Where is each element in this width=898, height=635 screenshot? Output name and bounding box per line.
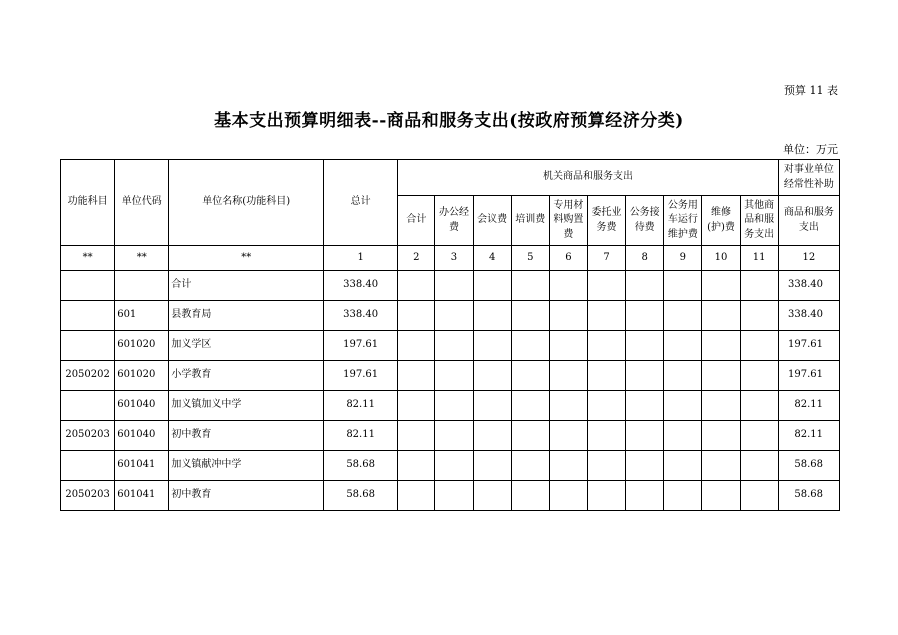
empty-cell <box>740 271 778 301</box>
header-org-col: 合计 <box>398 196 435 246</box>
subsidy-cell: 338.40 <box>778 271 839 301</box>
empty-cell <box>511 361 549 391</box>
empty-cell <box>740 361 778 391</box>
func-code-cell <box>61 271 115 301</box>
empty-cell <box>473 391 511 421</box>
total-cell: 58.68 <box>324 481 398 511</box>
unit-name-cell: 县教育局 <box>169 301 324 331</box>
empty-cell <box>626 421 664 451</box>
empty-cell <box>435 391 473 421</box>
unit-label: 单位：万元 <box>783 143 838 156</box>
func-code-cell <box>61 451 115 481</box>
func-code-cell: 2050203 <box>61 481 115 511</box>
index-cell: ** <box>61 246 115 271</box>
unit-code-cell: 601 <box>115 301 169 331</box>
empty-cell <box>587 271 625 301</box>
unit-code-cell: 601040 <box>115 421 169 451</box>
total-cell: 197.61 <box>324 331 398 361</box>
empty-cell <box>549 301 587 331</box>
empty-cell <box>473 331 511 361</box>
subsidy-cell: 197.61 <box>778 361 839 391</box>
empty-cell <box>664 421 702 451</box>
index-cell: 7 <box>587 246 625 271</box>
unit-name-cell: 加义学区 <box>169 331 324 361</box>
empty-cell <box>473 481 511 511</box>
budget-table <box>60 159 840 511</box>
index-cell: ** <box>169 246 324 271</box>
index-cell: 1 <box>324 246 398 271</box>
empty-cell <box>587 331 625 361</box>
empty-cell <box>511 391 549 421</box>
empty-cell <box>740 391 778 421</box>
empty-cell <box>435 361 473 391</box>
empty-cell <box>702 481 740 511</box>
unit-code-cell: 601041 <box>115 481 169 511</box>
empty-cell <box>549 361 587 391</box>
table-row <box>61 481 840 511</box>
empty-cell <box>398 361 435 391</box>
total-cell: 338.40 <box>324 271 398 301</box>
empty-cell <box>664 331 702 361</box>
header-subsidy-group: 对事业单位经常性补助 <box>778 160 839 196</box>
func-code-cell: 2050202 <box>61 361 115 391</box>
unit-code-cell: 601040 <box>115 391 169 421</box>
empty-cell <box>549 421 587 451</box>
unit-name-cell: 初中教育 <box>169 421 324 451</box>
empty-cell <box>702 331 740 361</box>
empty-cell <box>435 331 473 361</box>
header-unit-code: 单位代码 <box>115 160 169 246</box>
empty-cell <box>473 361 511 391</box>
empty-cell <box>740 421 778 451</box>
empty-cell <box>549 331 587 361</box>
empty-cell <box>511 451 549 481</box>
index-cell: 4 <box>473 246 511 271</box>
empty-cell <box>549 391 587 421</box>
empty-cell <box>549 271 587 301</box>
empty-cell <box>626 271 664 301</box>
header-org-group: 机关商品和服务支出 <box>398 160 778 196</box>
empty-cell <box>702 391 740 421</box>
empty-cell <box>473 301 511 331</box>
table-number: 预算 11 表 <box>784 84 838 97</box>
table-row <box>61 451 840 481</box>
unit-code-cell <box>115 271 169 301</box>
header-org-col: 公务用车运行维护费 <box>664 196 702 246</box>
empty-cell <box>511 421 549 451</box>
table-row <box>61 331 840 361</box>
index-cell: 11 <box>740 246 778 271</box>
func-code-cell <box>61 391 115 421</box>
subsidy-cell: 82.11 <box>778 391 839 421</box>
empty-cell <box>511 481 549 511</box>
index-cell: 2 <box>398 246 435 271</box>
unit-name-cell: 加义镇献冲中学 <box>169 451 324 481</box>
header-org-col: 其他商品和服务支出 <box>740 196 778 246</box>
empty-cell <box>511 301 549 331</box>
total-cell: 82.11 <box>324 391 398 421</box>
index-row <box>61 246 840 271</box>
unit-name-cell: 小学教育 <box>169 361 324 391</box>
unit-code-cell: 601020 <box>115 361 169 391</box>
unit-code-cell: 601020 <box>115 331 169 361</box>
unit-name-cell: 加义镇加义中学 <box>169 391 324 421</box>
empty-cell <box>664 451 702 481</box>
table-row <box>61 391 840 421</box>
empty-cell <box>587 361 625 391</box>
empty-cell <box>435 301 473 331</box>
header-org-col: 公务接待费 <box>626 196 664 246</box>
header-org-col: 培训费 <box>511 196 549 246</box>
header-org-col: 会议费 <box>473 196 511 246</box>
empty-cell <box>740 331 778 361</box>
empty-cell <box>664 481 702 511</box>
empty-cell <box>473 451 511 481</box>
table-row <box>61 271 840 301</box>
empty-cell <box>664 271 702 301</box>
empty-cell <box>435 421 473 451</box>
empty-cell <box>626 481 664 511</box>
empty-cell <box>435 481 473 511</box>
empty-cell <box>740 301 778 331</box>
unit-code-cell: 601041 <box>115 451 169 481</box>
index-cell: 10 <box>702 246 740 271</box>
empty-cell <box>664 301 702 331</box>
table-row <box>61 361 840 391</box>
total-cell: 197.61 <box>324 361 398 391</box>
index-cell: 5 <box>511 246 549 271</box>
empty-cell <box>398 391 435 421</box>
header-unit-name: 单位名称(功能科目) <box>169 160 324 246</box>
func-code-cell: 2050203 <box>61 421 115 451</box>
index-cell: ** <box>115 246 169 271</box>
total-cell: 58.68 <box>324 451 398 481</box>
empty-cell <box>435 451 473 481</box>
empty-cell <box>626 451 664 481</box>
subsidy-cell: 58.68 <box>778 451 839 481</box>
empty-cell <box>587 451 625 481</box>
header-org-col: 委托业务费 <box>587 196 625 246</box>
subsidy-cell: 338.40 <box>778 301 839 331</box>
unit-name-cell: 初中教育 <box>169 481 324 511</box>
header-subsidy-col: 商品和服务支出 <box>778 196 839 246</box>
empty-cell <box>702 271 740 301</box>
empty-cell <box>398 451 435 481</box>
empty-cell <box>626 361 664 391</box>
empty-cell <box>398 481 435 511</box>
empty-cell <box>702 451 740 481</box>
index-cell: 8 <box>626 246 664 271</box>
func-code-cell <box>61 301 115 331</box>
empty-cell <box>740 481 778 511</box>
empty-cell <box>398 331 435 361</box>
empty-cell <box>398 271 435 301</box>
header-org-col: 维修(护)费 <box>702 196 740 246</box>
page-title: 基本支出预算明细表--商品和服务支出(按政府预算经济分类) <box>214 111 684 131</box>
empty-cell <box>398 421 435 451</box>
empty-cell <box>549 451 587 481</box>
header-org-col: 专用材料购置费 <box>549 196 587 246</box>
empty-cell <box>587 421 625 451</box>
header-org-col: 办公经费 <box>435 196 473 246</box>
empty-cell <box>702 301 740 331</box>
empty-cell <box>511 331 549 361</box>
empty-cell <box>473 421 511 451</box>
empty-cell <box>664 361 702 391</box>
empty-cell <box>626 331 664 361</box>
unit-name-cell: 合计 <box>169 271 324 301</box>
empty-cell <box>511 271 549 301</box>
header-total: 总计 <box>324 160 398 246</box>
subsidy-cell: 82.11 <box>778 421 839 451</box>
table-row <box>61 421 840 451</box>
subsidy-cell: 197.61 <box>778 331 839 361</box>
empty-cell <box>702 421 740 451</box>
index-cell: 9 <box>664 246 702 271</box>
empty-cell <box>435 271 473 301</box>
empty-cell <box>740 451 778 481</box>
index-cell: 6 <box>549 246 587 271</box>
index-cell: 12 <box>778 246 839 271</box>
empty-cell <box>626 301 664 331</box>
empty-cell <box>587 301 625 331</box>
empty-cell <box>587 391 625 421</box>
empty-cell <box>626 391 664 421</box>
empty-cell <box>587 481 625 511</box>
total-cell: 82.11 <box>324 421 398 451</box>
empty-cell <box>549 481 587 511</box>
table-row <box>61 301 840 331</box>
header-func-code: 功能科目 <box>61 160 115 246</box>
empty-cell <box>702 361 740 391</box>
subsidy-cell: 58.68 <box>778 481 839 511</box>
index-cell: 3 <box>435 246 473 271</box>
empty-cell <box>664 391 702 421</box>
total-cell: 338.40 <box>324 301 398 331</box>
empty-cell <box>473 271 511 301</box>
func-code-cell <box>61 331 115 361</box>
empty-cell <box>398 301 435 331</box>
